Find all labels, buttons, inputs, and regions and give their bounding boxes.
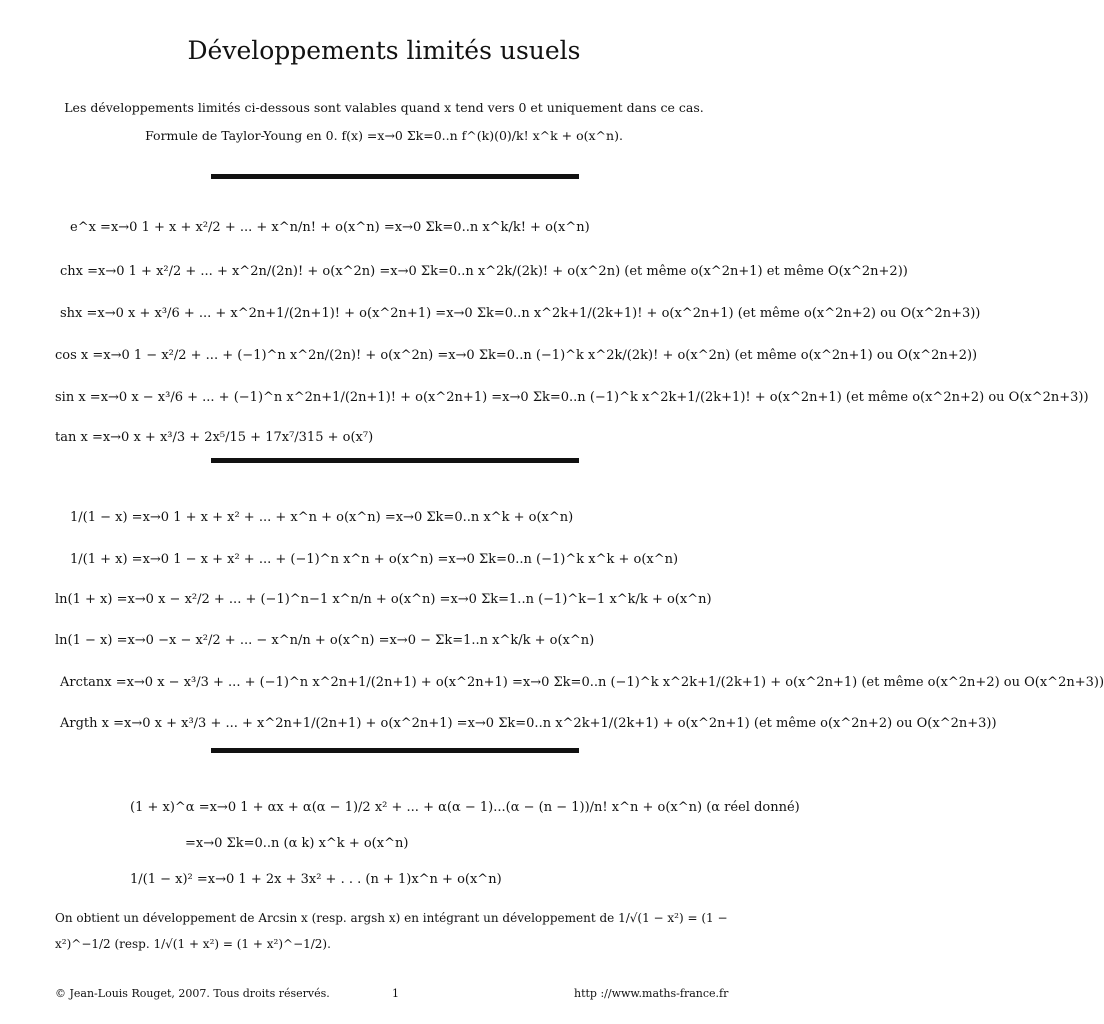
formula-arctan: Arctanx =x→0 x − x³/3 + ... + (−1)^n x^2n+1/(2n+1) + o(x^2n+1) =x→0 Σk=0..n (−1)^k x^2k+1/(2k+1) + o(x^2n+1) (et même o(x^2n+2) ou O(x^2n+3)) xyxy=(60,675,1104,690)
section-rule-2 xyxy=(211,458,579,463)
footer-copyright: © Jean-Louis Rouget, 2007. Tous droits réservés. xyxy=(55,987,330,1000)
footer-url: http ://www.maths-france.fr xyxy=(574,987,729,1000)
formula-inv-square: 1/(1 − x)² =x→0 1 + 2x + 3x² + . . . (n + 1)x^n + o(x^n) xyxy=(130,872,502,887)
footer-page-number: 1 xyxy=(392,987,399,1000)
formula-tan: tan x =x→0 x + x³/3 + 2x⁵/15 + 17x⁷/315 + o(x⁷) xyxy=(55,430,374,445)
page-title: Développements limités usuels xyxy=(187,36,581,65)
section-rule-3 xyxy=(211,748,579,753)
formula-binomial-sum: =x→0 Σk=0..n (α k) x^k + o(x^n) xyxy=(185,836,409,851)
formula-binomial: (1 + x)^α =x→0 1 + αx + α(α − 1)/2 x² + ... + α(α − 1)...(α − (n − 1))/n! x^n + o(x^n) (α réel donné) xyxy=(130,800,800,815)
formula-cos: cos x =x→0 1 − x²/2 + ... + (−1)^n x^2n/(2n)! + o(x^2n) =x→0 Σk=0..n (−1)^k x^2k/(2k)! + o(x^2n) (et même o(x^2n+1) ou O(x^2n+2)) xyxy=(55,348,978,363)
formula-inv-1-plus-x: 1/(1 + x) =x→0 1 − x + x² + ... + (−1)^n x^n + o(x^n) =x→0 Σk=0..n (−1)^k x^k + o(x^n) xyxy=(70,552,679,567)
formula-exp: e^x =x→0 1 + x + x²/2 + ... + x^n/n! + o(x^n) =x→0 Σk=0..n x^k/k! + o(x^n) xyxy=(70,220,590,235)
section-rule-1 xyxy=(211,174,579,179)
formula-sh: shx =x→0 x + x³/6 + ... + x^2n+1/(2n+1)! + o(x^2n+1) =x→0 Σk=0..n x^2k+1/(2k+1)! + o(x^2n+1) (et même o(x^2n+2) ou O(x^2n+3)) xyxy=(60,306,981,321)
taylor-young-formula: Formule de Taylor-Young en 0. f(x) =x→0 Σk=0..n f^(k)(0)/k! x^k + o(x^n). xyxy=(145,128,623,143)
formula-ln-1-plus-x: ln(1 + x) =x→0 x − x²/2 + ... + (−1)^n−1 x^n/n + o(x^n) =x→0 Σk=1..n (−1)^k−1 x^k/k + o(x^n) xyxy=(55,592,712,607)
formula-ln-1-minus-x: ln(1 − x) =x→0 −x − x²/2 + ... − x^n/n + o(x^n) =x→0 − Σk=1..n x^k/k + o(x^n) xyxy=(55,633,595,648)
formula-sin: sin x =x→0 x − x³/6 + ... + (−1)^n x^2n+1/(2n+1)! + o(x^2n+1) =x→0 Σk=0..n (−1)^k x^2k+1/(2k+1)! + o(x^2n+1) (et même o(x^2n+2) ou O(x^2n+3)) xyxy=(55,390,1089,405)
formula-ch: chx =x→0 1 + x²/2 + ... + x^2n/(2n)! + o(x^2n) =x→0 Σk=0..n x^2k/(2k)! + o(x^2n) (et même o(x^2n+1) et même O(x^2n+2)) xyxy=(60,264,908,279)
intro-text: Les développements limités ci-dessous sont valables quand x tend vers 0 et uniquement dans ce cas. xyxy=(64,100,704,115)
closing-paragraph: On obtient un développement de Arcsin x (resp. argsh x) en intégrant un développement de 1/√(1 − x²) = (1 − x²)^−1/2 (resp. 1/√(1 + x²) = (1 + x²)^−1/2). xyxy=(55,911,728,951)
formula-argth: Argth x =x→0 x + x³/3 + ... + x^2n+1/(2n+1) + o(x^2n+1) =x→0 Σk=0..n x^2k+1/(2k+1) + o(x^2n+1) (et même o(x^2n+2) ou O(x^2n+3)) xyxy=(60,716,997,731)
formula-inv-1-minus-x: 1/(1 − x) =x→0 1 + x + x² + ... + x^n + o(x^n) =x→0 Σk=0..n x^k + o(x^n) xyxy=(70,510,574,525)
